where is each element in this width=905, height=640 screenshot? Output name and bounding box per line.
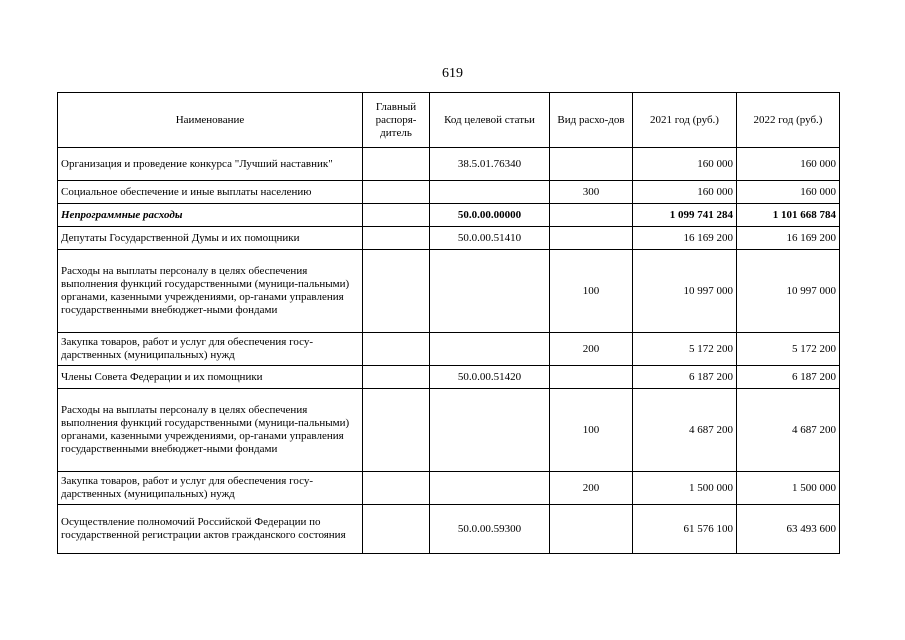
table-row (58, 389, 840, 472)
row-2021: 10 997 000 (633, 250, 737, 333)
row-name: Члены Совета Федерации и их помощники (58, 366, 363, 389)
row-2022: 16 169 200 (737, 227, 840, 250)
row-admin (363, 366, 430, 389)
row-code: 38.5.01.76340 (430, 148, 550, 181)
row-2022: 6 187 200 (737, 366, 840, 389)
row-2021: 1 500 000 (633, 472, 737, 505)
table-row (58, 148, 840, 181)
table-row (58, 472, 840, 505)
row-type: 200 (550, 472, 633, 505)
row-name: Депутаты Государственной Думы и их помощники (58, 227, 363, 250)
page-number: 619 (442, 66, 463, 81)
row-code (430, 389, 550, 472)
row-type (550, 204, 633, 227)
table-row (58, 505, 840, 554)
row-admin (363, 250, 430, 333)
row-name: Закупка товаров, работ и услуг для обеспечения госу-дарственных (муниципальных) нужд (58, 333, 363, 366)
table-row (58, 333, 840, 366)
row-2021: 160 000 (633, 181, 737, 204)
row-2022: 4 687 200 (737, 389, 840, 472)
row-2021: 160 000 (633, 148, 737, 181)
row-code (430, 472, 550, 505)
row-2022: 160 000 (737, 148, 840, 181)
table-row (58, 227, 840, 250)
row-2021: 5 172 200 (633, 333, 737, 366)
row-type: 300 (550, 181, 633, 204)
row-type: 100 (550, 250, 633, 333)
row-2021: 1 099 741 284 (633, 204, 737, 227)
budget-table (57, 92, 840, 554)
row-2021: 16 169 200 (633, 227, 737, 250)
row-admin (363, 472, 430, 505)
row-code: 50.0.00.51420 (430, 366, 550, 389)
table-row (58, 181, 840, 204)
row-admin (363, 181, 430, 204)
row-2021: 61 576 100 (633, 505, 737, 554)
header-type: Вид расхо-дов (550, 93, 633, 148)
row-2022: 10 997 000 (737, 250, 840, 333)
row-type (550, 227, 633, 250)
row-admin (363, 389, 430, 472)
row-2022: 1 101 668 784 (737, 204, 840, 227)
row-2022: 1 500 000 (737, 472, 840, 505)
header-admin: Главный распоря-дитель (363, 93, 430, 148)
row-admin (363, 148, 430, 181)
row-admin (363, 333, 430, 366)
row-admin (363, 204, 430, 227)
row-name: Расходы на выплаты персоналу в целях обеспечения выполнения функций государственными (муници-пальными) органами, казенными учреждениями, ор-ганами управления государственными внебюджет-ными фондами (58, 250, 363, 333)
row-type (550, 148, 633, 181)
row-admin (363, 227, 430, 250)
row-name: Расходы на выплаты персоналу в целях обеспечения выполнения функций государственными (муници-пальными) органами, казенными учреждениями, ор-ганами управления государственными внебюджет-ными фондами (58, 389, 363, 472)
row-type (550, 366, 633, 389)
row-code (430, 250, 550, 333)
row-name: Организация и проведение конкурса "Лучший наставник" (58, 148, 363, 181)
row-2021: 4 687 200 (633, 389, 737, 472)
row-name: Непрограммные расходы (58, 204, 363, 227)
row-code: 50.0.00.51410 (430, 227, 550, 250)
header-2021: 2021 год (руб.) (633, 93, 737, 148)
row-name: Осуществление полномочий Российской Федерации по государственной регистрации актов гражданского состояния (58, 505, 363, 554)
row-2022: 5 172 200 (737, 333, 840, 366)
row-type: 100 (550, 389, 633, 472)
row-2022: 160 000 (737, 181, 840, 204)
row-admin (363, 505, 430, 554)
header-name: Наименование (58, 93, 363, 148)
row-type (550, 505, 633, 554)
row-code: 50.0.00.00000 (430, 204, 550, 227)
table-row (58, 204, 840, 227)
row-code (430, 181, 550, 204)
header-code: Код целевой статьи (430, 93, 550, 148)
table-header-row (58, 93, 840, 148)
row-code (430, 333, 550, 366)
row-code: 50.0.00.59300 (430, 505, 550, 554)
table-row (58, 366, 840, 389)
header-2022: 2022 год (руб.) (737, 93, 840, 148)
row-type: 200 (550, 333, 633, 366)
table-row (58, 250, 840, 333)
row-2021: 6 187 200 (633, 366, 737, 389)
row-2022: 63 493 600 (737, 505, 840, 554)
row-name: Закупка товаров, работ и услуг для обеспечения госу-дарственных (муниципальных) нужд (58, 472, 363, 505)
row-name: Социальное обеспечение и иные выплаты населению (58, 181, 363, 204)
